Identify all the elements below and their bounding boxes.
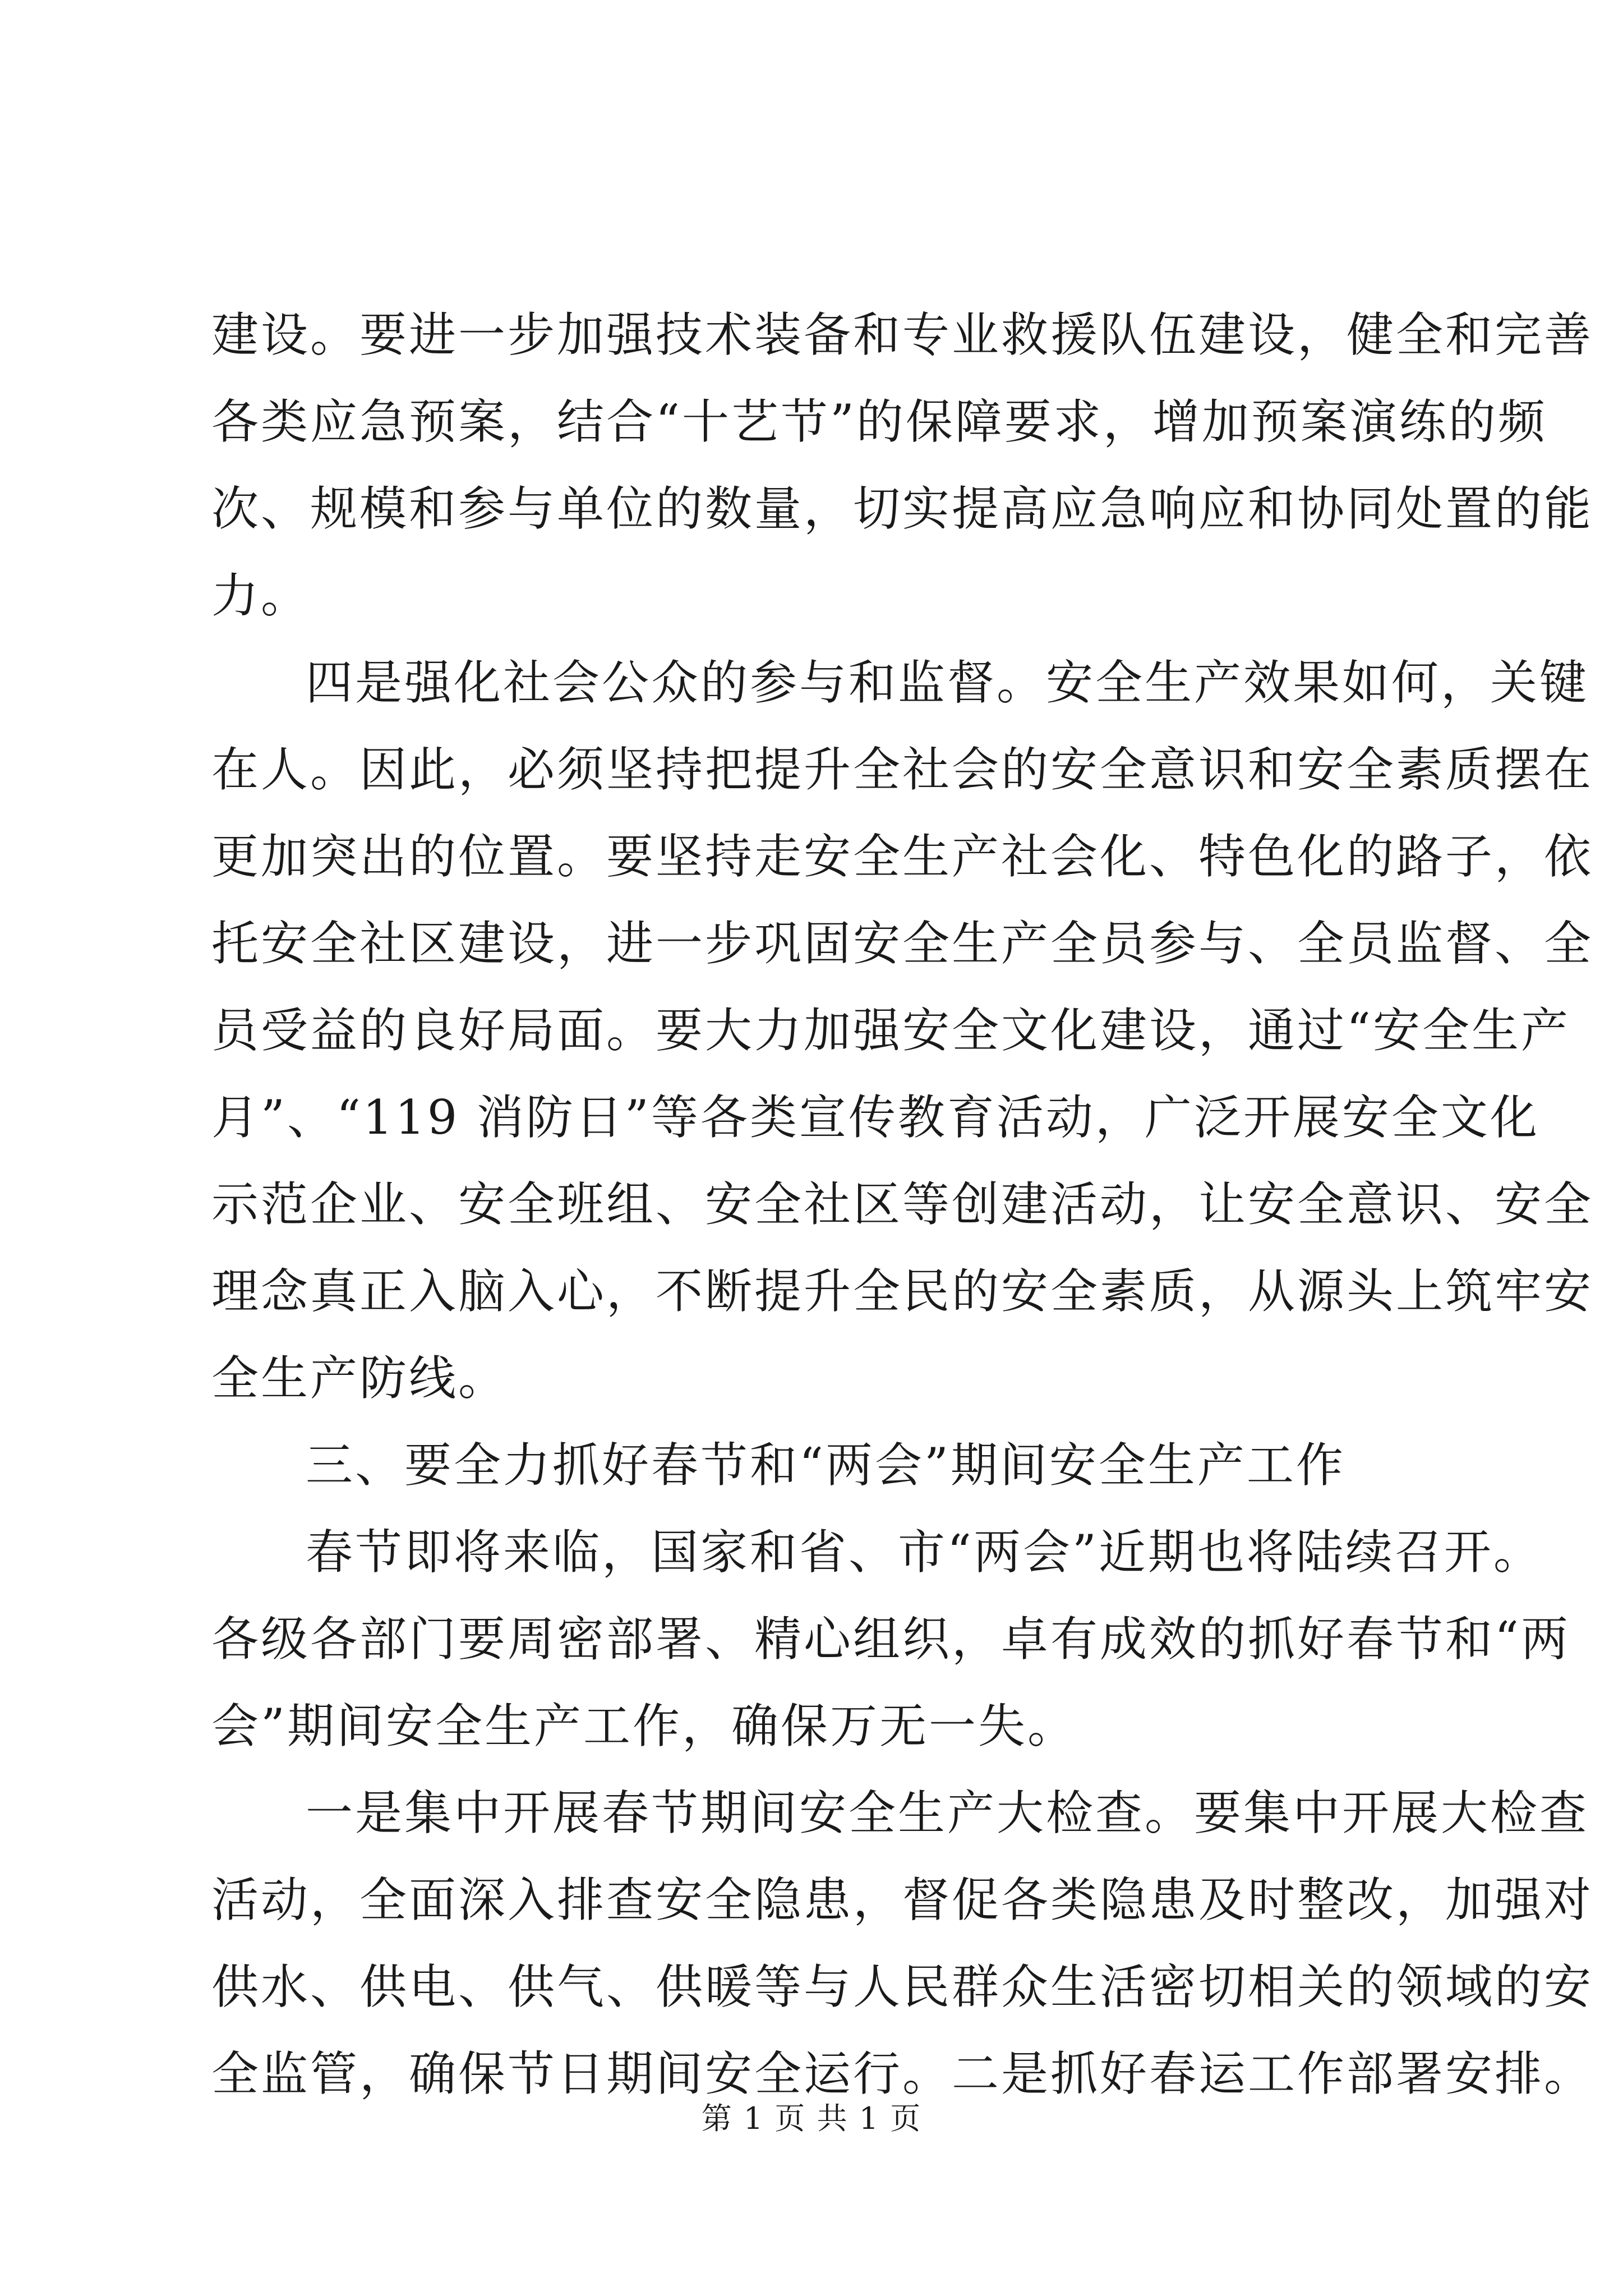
text-line: 各级各部门要周密部署、精心组织，卓有成效的抓好春节和“两 — [211, 1612, 1570, 1667]
text-line: 次、规模和参与单位的数量，切实提高应急响应和协同处置的能 — [211, 481, 1594, 536]
text-line: 托安全社区建设，进一步巩固安全生产全员参与、全员监督、全 — [211, 916, 1594, 971]
body-text — [211, 292, 1594, 2118]
text-line: 一是集中开展春节期间安全生产大检查。要集中开展大检查 — [306, 1786, 1589, 1841]
section-heading: 三、要全力抓好春节和“两会”期间安全生产工作 — [306, 1438, 1345, 1493]
text-line: 全监管，确保节日期间安全运行。二是抓好春运工作部署安排。 — [211, 2046, 1594, 2101]
text-line: 春节即将来临，国家和省、市“两会”近期也将陆续召开。 — [306, 1525, 1543, 1580]
text-line: 活动，全面深入排查安全隐患，督促各类隐患及时整改，加强对 — [211, 1872, 1594, 1927]
text-line: 会”期间安全生产工作，确保万无一失。 — [211, 1699, 1077, 1754]
text-line: 更加突出的位置。要坚持走安全生产社会化、特色化的路子，依 — [211, 829, 1594, 884]
text-line: 理念真正入脑入心，不断提升全民的安全素质，从源头上筑牢安 — [211, 1264, 1594, 1319]
text-line: 供水、供电、供气、供暖等与人民群众生活密切相关的领域的安 — [211, 1959, 1594, 2014]
text-line: 示范企业、安全班组、安全社区等创建活动，让安全意识、安全 — [211, 1177, 1594, 1232]
text-line: 月”、“119 消防日”等各类宣传教育活动，广泛开展安全文化 — [211, 1090, 1539, 1145]
page-footer: 第 1 页 共 1 页 — [701, 2101, 922, 2136]
text-line: 全生产防线。 — [211, 1351, 508, 1406]
text-line: 员受益的良好局面。要大力加强安全文化建设，通过“安全生产 — [211, 1003, 1570, 1058]
text-line: 力。 — [211, 568, 311, 623]
text-line: 建设。要进一步加强技术装备和专业救援队伍建设，健全和完善 — [211, 307, 1594, 362]
text-line: 各类应急预案，结合“十艺节”的保障要求，增加预案演练的频 — [211, 394, 1547, 449]
text-line: 四是强化社会公众的参与和监督。安全生产效果如何，关键 — [306, 655, 1589, 710]
text-line: 在人。因此，必须坚持把提升全社会的安全意识和安全素质摆在 — [211, 742, 1594, 797]
